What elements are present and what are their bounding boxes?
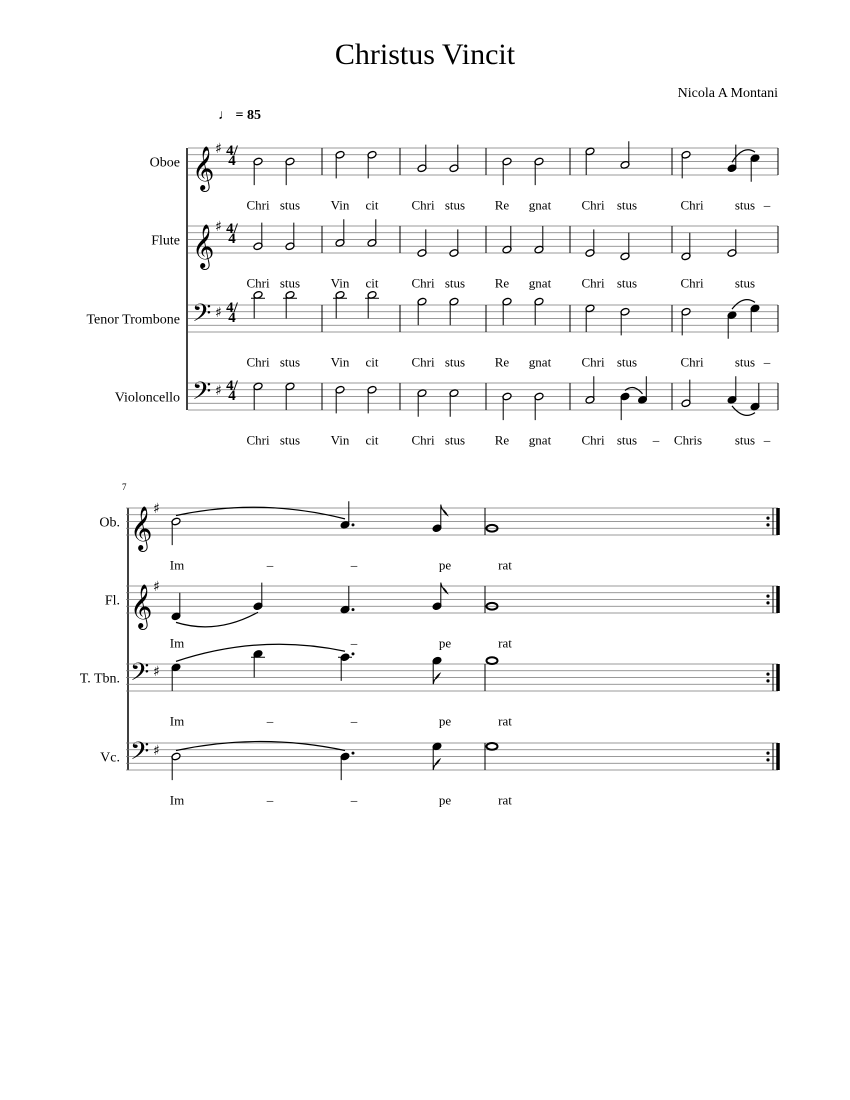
lyric-syllable: Chri: [246, 275, 270, 291]
lyric-hyphen: –: [350, 713, 358, 729]
instrument-label: T. Tbn.: [79, 671, 120, 687]
lyric-hyphen: –: [350, 635, 358, 651]
lyric-syllable: Im: [169, 713, 185, 729]
quarter-note-icon: ♩: [218, 108, 232, 123]
lyric-hyphen: –: [763, 354, 771, 370]
lyric-hyphen: –: [763, 432, 771, 448]
eighth-flag: [433, 673, 440, 684]
instrument-label: Oboe: [149, 155, 180, 171]
lyric-syllable: gnat: [528, 432, 552, 448]
lyric-syllable: rat: [498, 713, 512, 729]
lyric-syllable: stus: [616, 275, 638, 291]
lyric-hyphen: –: [652, 432, 660, 448]
sharp-icon: ♯: [153, 579, 160, 595]
lyric-syllable: stus: [279, 354, 301, 370]
sharp-icon: ♯: [153, 663, 160, 680]
augmentation-dot: [352, 608, 355, 611]
lyric-syllable: rat: [498, 635, 512, 651]
lyric-syllable: Chri: [581, 354, 605, 370]
lyric-syllable: stus: [616, 197, 638, 213]
lyric-syllable: stus: [444, 354, 466, 370]
lyric-syllable: Chri: [680, 197, 704, 213]
treble-clef-icon: 𝄞: [130, 584, 153, 628]
whole-note: [487, 657, 498, 664]
lyric-syllable: Chri: [246, 354, 270, 370]
eighth-flag: [433, 759, 440, 770]
treble-clef-icon: 𝄞: [130, 506, 153, 550]
lyric-syllable: stus: [444, 432, 466, 448]
sharp-icon: ♯: [215, 304, 222, 321]
repeat-dot: [766, 523, 769, 526]
instrument-label: Tenor Trombone: [86, 312, 180, 328]
bass-clef-icon: 𝄢: [130, 736, 150, 772]
time-signature-trombone: 4/4: [226, 300, 238, 326]
lyric-syllable: Chris: [673, 432, 703, 448]
repeat-dot: [766, 595, 769, 598]
sharp-icon: ♯: [153, 742, 160, 759]
lyric-syllable: stus: [734, 197, 756, 213]
lyric-syllable: Chri: [411, 432, 435, 448]
lyric-syllable: Re: [494, 432, 510, 448]
lyric-syllable: Chri: [680, 275, 704, 291]
lyric-syllable: rat: [498, 557, 512, 573]
lyric-hyphen: –: [266, 635, 274, 651]
lyric-syllable: pe: [438, 557, 452, 573]
slur: [176, 507, 345, 519]
lyric-syllable: Im: [169, 792, 185, 808]
lyric-syllable: Vin: [330, 197, 350, 213]
lyric-syllable: stus: [444, 275, 466, 291]
augmentation-dot: [352, 652, 355, 655]
repeat-dot: [766, 673, 769, 676]
lyric-syllable: Re: [494, 275, 510, 291]
lyric-syllable: pe: [438, 792, 452, 808]
lyric-syllable: cit: [365, 354, 379, 370]
lyric-syllable: stus: [734, 354, 756, 370]
lyric-syllable: Re: [494, 197, 510, 213]
lyric-syllable: stus: [279, 197, 301, 213]
instrument-label: Flute: [151, 233, 180, 249]
lyric-syllable: stus: [734, 432, 756, 448]
repeat-dot: [766, 679, 769, 682]
sharp-icon: ♯: [215, 219, 222, 235]
time-signature-oboe: 4/4: [226, 143, 238, 169]
lyric-syllable: stus: [279, 432, 301, 448]
composer: Nicola A Montani: [677, 86, 778, 101]
lyric-hyphen: –: [763, 197, 771, 213]
instrument-label: Ob.: [99, 515, 120, 531]
score-title: Christus Vincit: [334, 38, 516, 71]
lyric-syllable: Chri: [581, 432, 605, 448]
tempo-value: = 85: [235, 108, 261, 123]
lyric-hyphen: –: [266, 557, 274, 573]
lyric-syllable: Chri: [581, 275, 605, 291]
lyric-hyphen: –: [266, 713, 274, 729]
treble-clef-icon: 𝄞: [192, 224, 215, 268]
lyric-syllable: pe: [438, 635, 452, 651]
lyric-syllable: Chri: [581, 197, 605, 213]
lyric-syllable: Re: [494, 354, 510, 370]
lyric-syllable: Chri: [246, 197, 270, 213]
augmentation-dot: [352, 752, 355, 755]
bass-clef-icon: 𝄢: [192, 298, 212, 334]
sharp-icon: ♯: [153, 501, 160, 517]
lyric-syllable: stus: [616, 432, 638, 448]
lyric-syllable: Im: [169, 557, 185, 573]
lyric-syllable: Chri: [411, 275, 435, 291]
lyric-hyphen: –: [350, 792, 358, 808]
augmentation-dot: [352, 523, 355, 526]
instrument-label: Violoncello: [114, 390, 180, 406]
time-signature-flute: 4/4: [226, 221, 238, 247]
eighth-flag: [441, 583, 448, 594]
lyric-syllable: Chri: [680, 354, 704, 370]
lyric-syllable: stus: [734, 275, 756, 291]
lyric-syllable: stus: [279, 275, 301, 291]
lyric-syllable: Chri: [411, 354, 435, 370]
sharp-icon: ♯: [215, 141, 222, 157]
eighth-flag: [441, 505, 448, 516]
lyric-syllable: rat: [498, 792, 512, 808]
repeat-dot: [766, 752, 769, 755]
lyric-hyphen: –: [350, 557, 358, 573]
lyric-syllable: Chri: [246, 432, 270, 448]
lyric-syllable: cit: [365, 197, 379, 213]
time-signature-cello: 4/4: [226, 378, 238, 404]
bass-clef-icon: 𝄢: [192, 376, 212, 412]
lyric-syllable: cit: [365, 275, 379, 291]
lyric-syllable: gnat: [528, 197, 552, 213]
lyric-syllable: stus: [444, 197, 466, 213]
instrument-label: Vc.: [100, 750, 120, 766]
lyric-syllable: gnat: [528, 275, 552, 291]
bass-clef-icon: 𝄢: [130, 657, 150, 693]
lyric-syllable: stus: [616, 354, 638, 370]
repeat-dot: [766, 601, 769, 604]
lyric-syllable: Vin: [330, 275, 350, 291]
lyric-syllable: Vin: [330, 354, 350, 370]
measure-number: 7: [122, 482, 127, 492]
repeat-dot: [766, 517, 769, 520]
sharp-icon: ♯: [215, 382, 222, 399]
repeat-dot: [766, 758, 769, 761]
slur: [176, 612, 258, 627]
lyric-syllable: Vin: [330, 432, 350, 448]
lyric-hyphen: –: [266, 792, 274, 808]
lyric-syllable: Chri: [411, 197, 435, 213]
lyric-syllable: Im: [169, 635, 185, 651]
lyric-syllable: gnat: [528, 354, 552, 370]
treble-clef-icon: 𝄞: [192, 146, 215, 190]
lyric-syllable: cit: [365, 432, 379, 448]
instrument-label: Fl.: [104, 593, 120, 609]
whole-note: [487, 743, 498, 750]
lyric-syllable: pe: [438, 713, 452, 729]
